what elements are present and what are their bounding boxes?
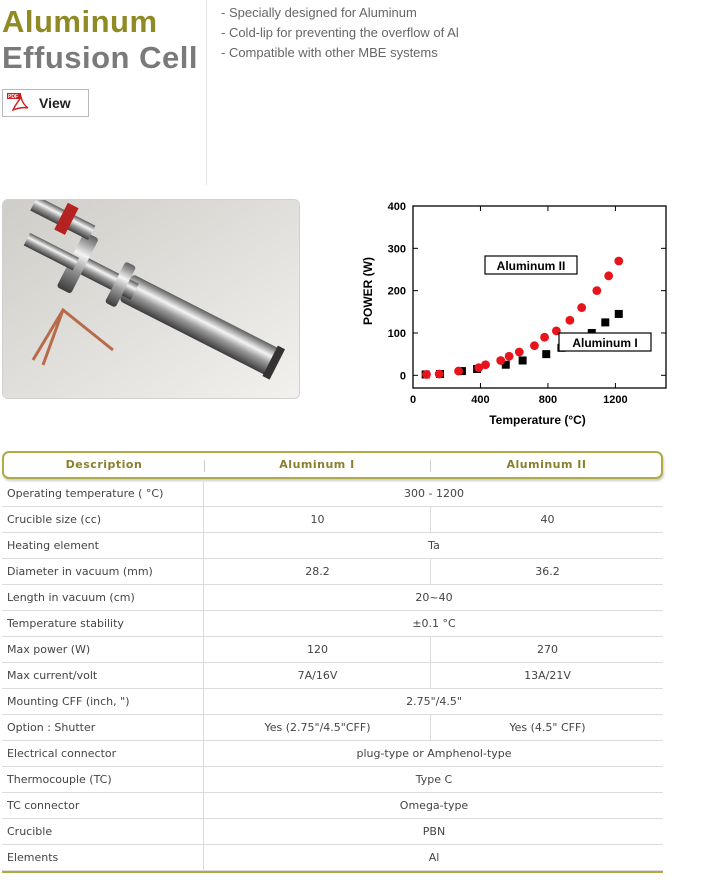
spec-value-aluminum-2: 13A/21V [430, 663, 664, 688]
view-button-label: View [39, 95, 71, 111]
spec-label: Heating element [7, 539, 99, 552]
spec-value: Type C [203, 767, 664, 792]
spec-label: Temperature stability [7, 617, 124, 630]
spec-table-header [2, 451, 663, 479]
spec-value: Omega-type [203, 793, 664, 818]
spec-table [2, 481, 663, 871]
spec-label: Thermocouple (TC) [7, 773, 112, 786]
y-tick-label: 400 [387, 201, 406, 213]
data-point-aluminum-1 [601, 318, 609, 326]
x-tick-label: 1200 [603, 394, 628, 406]
table-row [2, 819, 663, 845]
spec-value-aluminum-2: 36.2 [430, 559, 664, 584]
legend-label-aluminum-2: Aluminum II [496, 259, 566, 273]
table-row [2, 559, 663, 585]
spec-label: Diameter in vacuum (mm) [7, 565, 153, 578]
data-point-aluminum-2 [592, 286, 601, 295]
spec-value-aluminum-2: 40 [430, 507, 664, 532]
spec-label: Option : Shutter [7, 721, 96, 734]
product-photo [2, 199, 300, 399]
y-axis-label: POWER (W) [361, 257, 375, 325]
spec-label: Electrical connector [7, 747, 117, 760]
spec-value: 2.75"/4.5" [203, 689, 664, 714]
data-point-aluminum-2 [481, 360, 490, 369]
spec-label: Length in vacuum (cm) [7, 591, 135, 604]
data-point-aluminum-2 [565, 316, 574, 325]
spec-label: Max power (W) [7, 643, 91, 656]
spec-value-aluminum-1: Yes (2.75"/4.5"CFF) [203, 715, 431, 740]
pdf-icon [7, 93, 29, 113]
table-row [2, 663, 663, 689]
x-tick-label: 800 [538, 394, 558, 406]
x-tick-label: 0 [409, 394, 417, 406]
spec-label: Mounting CFF (inch, ") [7, 695, 130, 708]
spec-value-aluminum-1: 7A/16V [203, 663, 431, 688]
feature-item: - Specially designed for Aluminum [221, 5, 417, 20]
spec-value: Ta [203, 533, 664, 558]
data-point-aluminum-2 [530, 341, 539, 350]
header-divider [206, 0, 207, 185]
data-point-aluminum-2 [435, 370, 444, 379]
table-row [2, 507, 663, 533]
data-point-aluminum-2 [496, 356, 505, 365]
spec-value-aluminum-1: 28.2 [203, 559, 431, 584]
data-point-aluminum-1 [519, 356, 527, 364]
data-point-aluminum-2 [577, 303, 586, 312]
page-title-line2: Effusion Cell [2, 40, 198, 75]
page-title-line1: Aluminum [2, 4, 158, 39]
data-point-aluminum-2 [614, 257, 623, 266]
table-row [2, 793, 663, 819]
data-point-aluminum-2 [604, 271, 613, 280]
data-point-aluminum-1 [615, 310, 623, 318]
table-row [2, 845, 663, 871]
x-axis-label: Temperature (°C) [489, 413, 586, 427]
spec-value-aluminum-2: 270 [430, 637, 664, 662]
feature-item: - Cold-lip for preventing the overflow of Al [221, 25, 459, 40]
spec-value: 300 - 1200 [203, 481, 664, 506]
data-point-aluminum-2 [505, 352, 514, 361]
spec-label: Operating temperature ( °C) [7, 487, 164, 500]
table-row [2, 585, 663, 611]
feature-item: - Compatible with other MBE systems [221, 45, 438, 60]
y-tick-label: 0 [399, 370, 406, 383]
header-aluminum-2: Aluminum II [506, 458, 587, 471]
spec-label: Crucible [7, 825, 53, 838]
x-tick-label: 400 [471, 394, 490, 406]
spec-value-aluminum-1: 120 [203, 637, 431, 662]
spec-value: ±0.1 °C [203, 611, 664, 636]
data-point-aluminum-2 [454, 367, 463, 376]
spec-value: Al [203, 845, 664, 870]
y-tick-label: 200 [387, 285, 406, 298]
y-tick-label: 300 [387, 243, 406, 256]
y-tick-label: 100 [387, 327, 406, 340]
spec-label: Elements [7, 851, 59, 864]
header-aluminum-1: Aluminum I [279, 458, 355, 471]
data-point-aluminum-1 [542, 350, 550, 358]
effusion-cell-image [3, 200, 300, 399]
table-bottom-border [2, 871, 663, 873]
power-temperature-chart [356, 194, 676, 434]
header-description: Description [65, 458, 143, 471]
plot-frame [413, 206, 666, 388]
table-row [2, 611, 663, 637]
legend-label-aluminum-1: Aluminum I [572, 336, 638, 350]
svg-text:PDF: PDF [8, 94, 18, 100]
spec-label: Max current/volt [7, 669, 98, 682]
table-row [2, 741, 663, 767]
table-row [2, 767, 663, 793]
spec-value-aluminum-1: 10 [203, 507, 431, 532]
data-point-aluminum-2 [540, 333, 549, 342]
table-row [2, 637, 663, 663]
spec-value-aluminum-2: Yes (4.5" CFF) [430, 715, 664, 740]
view-pdf-button[interactable] [2, 89, 89, 117]
spec-value: plug-type or Amphenol-type [203, 741, 664, 766]
table-row [2, 481, 663, 507]
spec-label: TC connector [7, 799, 80, 812]
spec-value: 20~40 [203, 585, 664, 610]
table-row [2, 689, 663, 715]
spec-label: Crucible size (cc) [7, 513, 102, 526]
data-point-aluminum-2 [422, 370, 431, 379]
table-row [2, 715, 663, 741]
feature-list [221, 3, 459, 63]
spec-value: PBN [203, 819, 664, 844]
data-point-aluminum-2 [515, 348, 524, 357]
table-row [2, 533, 663, 559]
